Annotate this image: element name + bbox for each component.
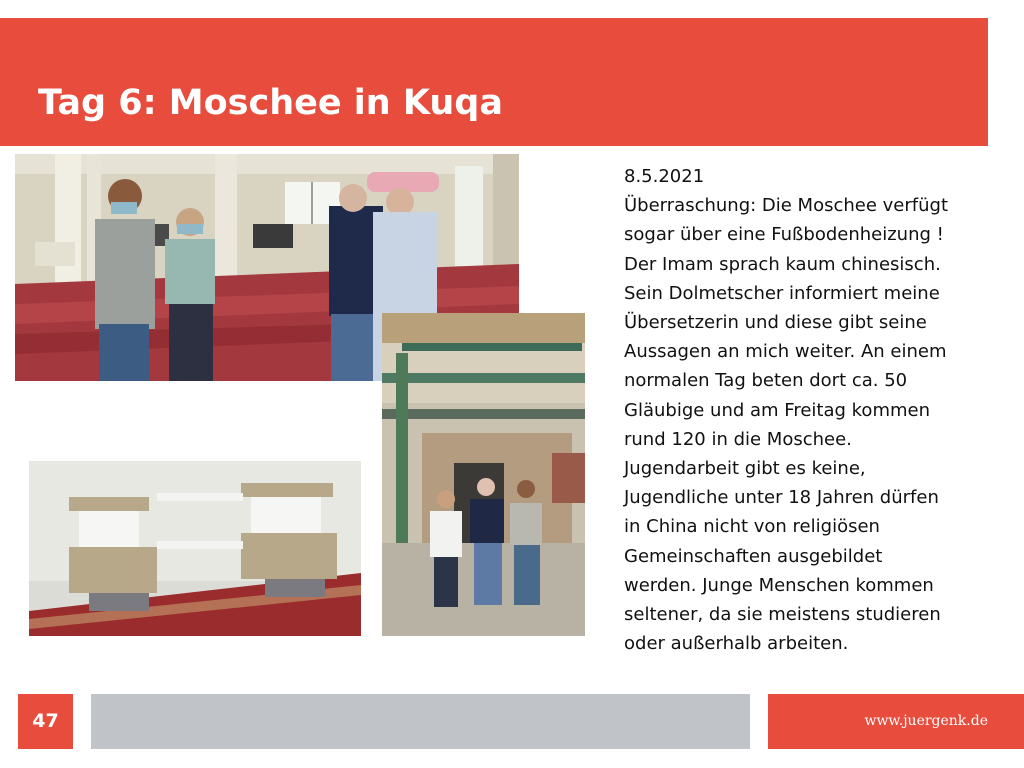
- text-line: Gemeinschaften ausgebildet: [624, 545, 883, 567]
- text-line: Überraschung: Die Moschee verfügt: [624, 195, 949, 217]
- date-line: 8.5.2021: [624, 166, 705, 187]
- text-line: Jugendarbeit gibt es keine,: [624, 458, 866, 480]
- text-line: Aussagen an mich weiter. An einem: [624, 341, 947, 363]
- text-line: in China nicht von religiösen: [624, 516, 880, 538]
- text-line: werden. Junge Menschen kommen: [624, 574, 934, 596]
- website-box: [768, 694, 1024, 749]
- text-line: Gläubige und am Freitag kommen: [624, 399, 930, 421]
- footer-bar: [91, 694, 750, 749]
- floor-heating-radiator-photo: [29, 461, 361, 636]
- page-number-box: [18, 694, 73, 749]
- text-line: sogar über eine Fußbodenheizung !: [624, 224, 944, 246]
- text-line: Übersetzerin und diese gibt seine: [624, 312, 927, 334]
- text-line: rund 120 in die Moschee.: [624, 428, 852, 450]
- text-line: Sein Dolmetscher informiert meine: [624, 282, 940, 304]
- website-link[interactable]: www.juergenk.de: [864, 713, 988, 729]
- group-in-mosque-courtyard-photo: [382, 313, 585, 636]
- body-text: [624, 162, 994, 658]
- text-line: oder außerhalb arbeiten.: [624, 633, 849, 655]
- text-line: normalen Tag beten dort ca. 50: [624, 370, 908, 392]
- page-number: 47: [32, 710, 59, 732]
- text-line: Jugendliche unter 18 Jahren dürfen: [624, 487, 939, 509]
- slide-title: Tag 6: Moschee in Kuqa: [38, 83, 503, 123]
- text-line: seltener, da sie meistens studieren: [624, 604, 941, 626]
- text-line: Der Imam sprach kaum chinesisch.: [624, 253, 941, 275]
